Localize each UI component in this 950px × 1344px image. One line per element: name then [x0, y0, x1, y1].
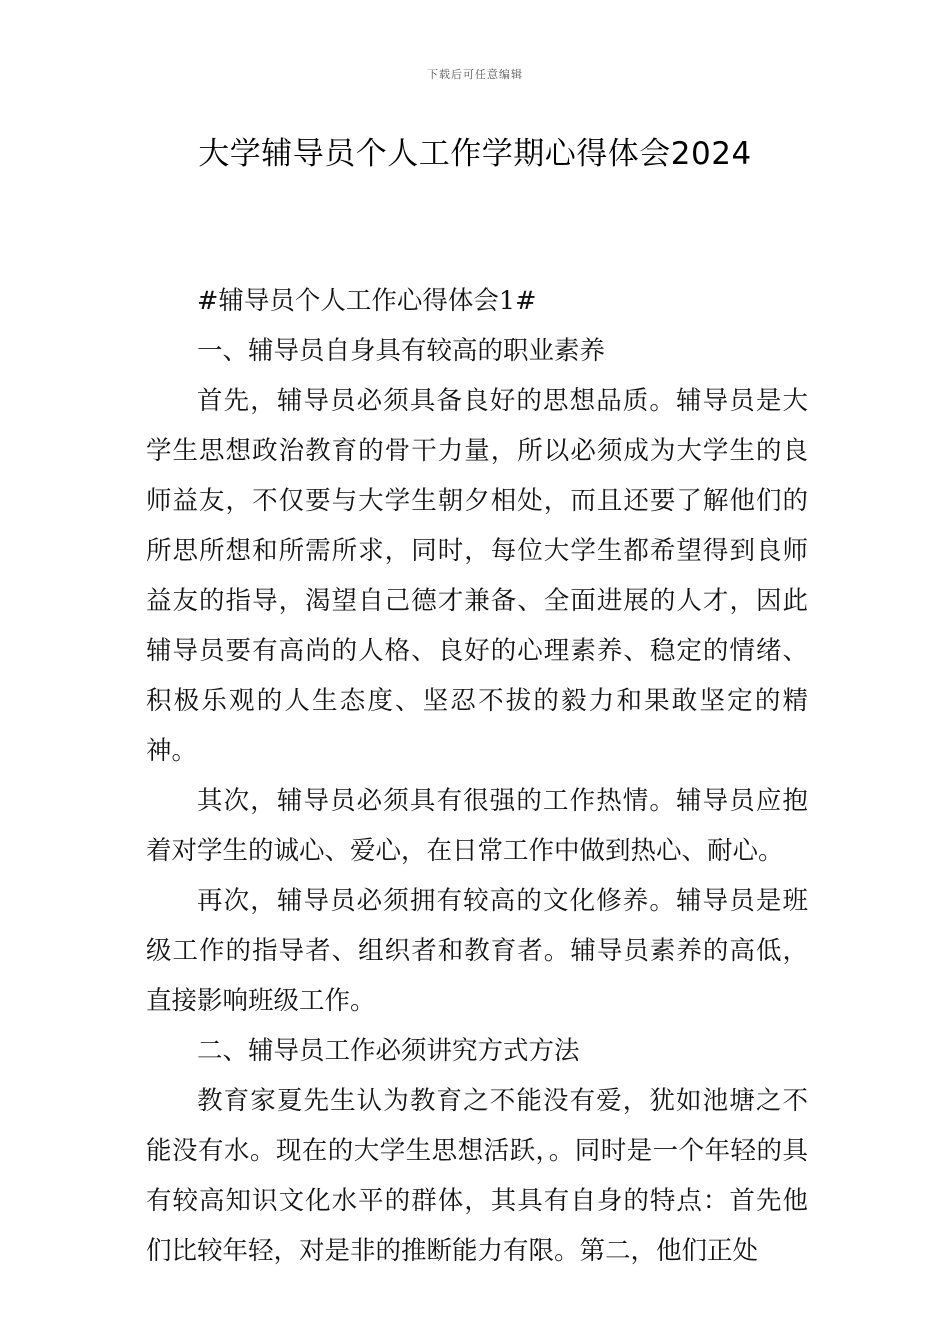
section-heading-1: #辅导员个人工作心得体会1# — [197, 286, 537, 316]
header-note: 下载后可任意编辑 — [427, 68, 523, 81]
document-title: 大学辅导员个人工作学期心得体会2024 — [198, 136, 752, 172]
paragraph: 教育家夏先生认为教育之不能没有爱，犹如池塘之不能没有水。现在的大学生思想活跃，。同时是一个年轻的具有较高知识文化水平的群体，其具有自身的特点：首先他们比较年轻，对是非的推断能力有限。第二，他们正处 — [146, 1086, 808, 1266]
subheading-two: 二、辅导员工作必须讲究方式方法 — [197, 1036, 580, 1066]
paragraph: 首先，辅导员必须具备良好的思想品质。辅导员是大学生思想政治教育的骨干力量，所以必须成为大学生的良师益友，不仅要与大学生朝夕相处，而且还要了解他们的所思所想和所需所求，同时，每位大学生都希望得到良师益友的指导，渴望自己德才兼备、全面进展的人才，因此辅导员要有高尚的人格、良好的心理素养、稳定的情绪、积极乐观的人生态度、坚忍不拔的毅力和果敢坚定的精神。 — [146, 386, 808, 766]
paragraph: 其次，辅导员必须具有很强的工作热情。辅导员应抱着对学生的诚心、爱心，在日常工作中做到热心、耐心。 — [146, 786, 808, 866]
document-body — [146, 276, 808, 1276]
paragraph: 再次，辅导员必须拥有较高的文化修养。辅导员是班级工作的指导者、组织者和教育者。辅导员素养的高低，直接影响班级工作。 — [146, 886, 808, 1016]
subheading-one: 一、辅导员自身具有较高的职业素养 — [197, 336, 606, 366]
